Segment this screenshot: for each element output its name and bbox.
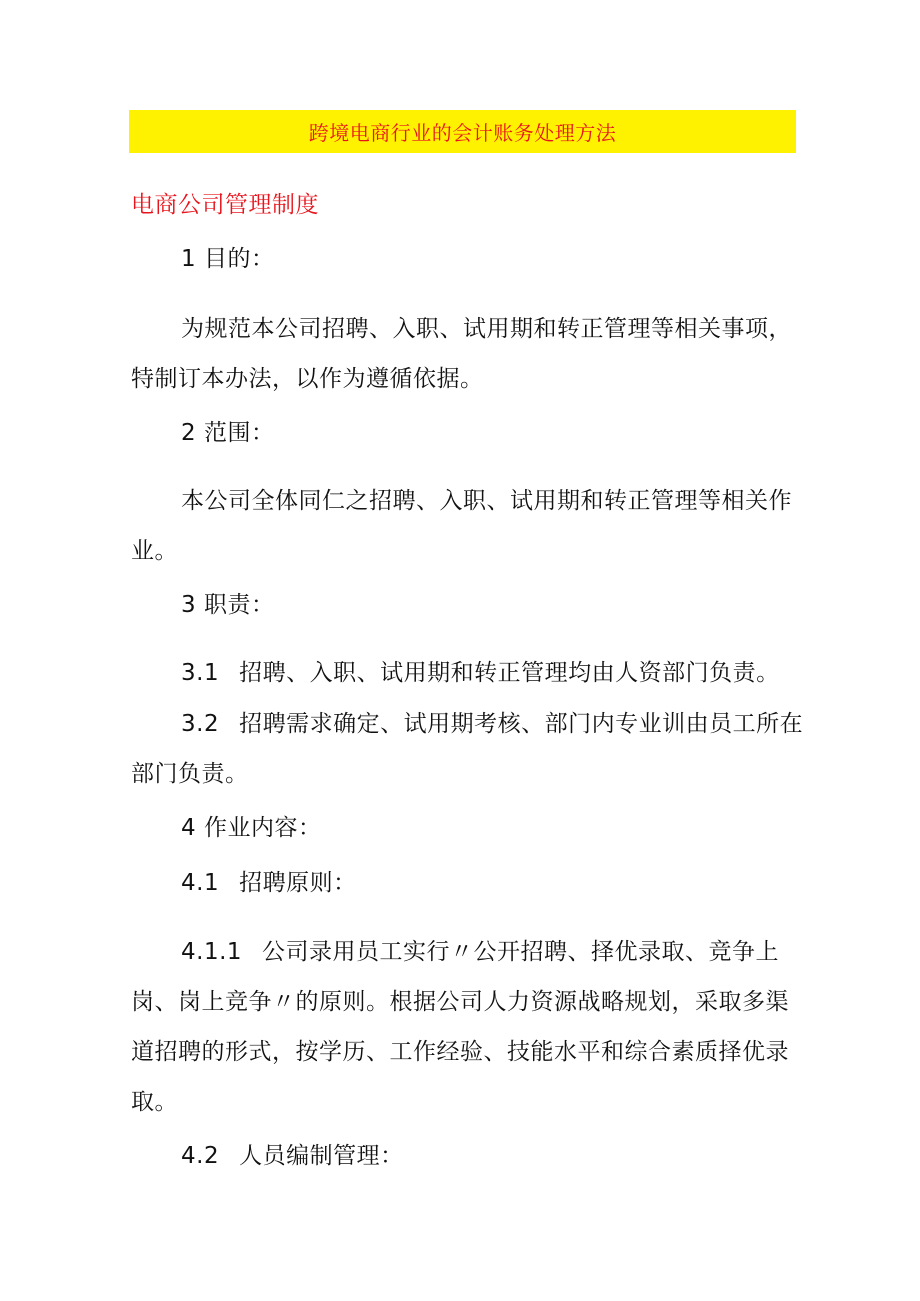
- line-text: 部门负责。: [131, 761, 249, 787]
- paragraph-line: [131, 536, 178, 566]
- paragraph-line: [131, 1087, 178, 1117]
- paragraph-line: [131, 759, 249, 789]
- title-banner: [129, 110, 796, 153]
- line-text: 3 职责：: [181, 592, 275, 618]
- line-text: 招聘原则：: [239, 870, 357, 896]
- paragraph-line: [131, 1037, 789, 1067]
- section-heading: 电商公司管理制度: [131, 192, 319, 218]
- paragraph-line: [181, 813, 321, 843]
- paragraph-line: [181, 486, 792, 516]
- paragraph-line: [131, 987, 789, 1017]
- line-text: 招聘、入职、试用期和转正管理均由人资部门负责。: [239, 660, 780, 686]
- line-text: 取。: [131, 1089, 178, 1115]
- clause-number: 3.1: [181, 660, 220, 686]
- line-text: 4 作业内容：: [181, 815, 322, 841]
- line-text: 道招聘的形式，按学历、工作经验、技能水平和综合素质择优录: [131, 1039, 789, 1065]
- paragraph-line: [181, 244, 274, 274]
- line-text: 2 范围：: [181, 420, 275, 446]
- paragraph-line: [181, 709, 803, 739]
- clause-number: 4.1.1: [181, 939, 243, 965]
- paragraph-line: [181, 314, 792, 344]
- line-text: 特制订本办法，以作为遵循依据。: [131, 366, 484, 392]
- paragraph-line: [181, 1141, 404, 1171]
- clause-number: 4.2: [181, 1143, 220, 1169]
- line-text: 本公司全体同仁之招聘、入职、试用期和转正管理等相关作: [181, 488, 792, 514]
- paragraph-line: [181, 937, 779, 967]
- line-text: 1 目的：: [181, 246, 275, 272]
- paragraph-line: [181, 590, 274, 620]
- paragraph-line: [131, 364, 484, 394]
- paragraph-line: [181, 658, 780, 688]
- line-text: 公司录用员工实行〃公开招聘、择优录取、竞争上: [262, 939, 780, 965]
- line-text: 招聘需求确定、试用期考核、部门内专业训由员工所在: [239, 711, 804, 737]
- document-title: 跨境电商行业的会计账务处理方法: [308, 121, 617, 145]
- paragraph-line: [181, 418, 274, 448]
- clause-number: 3.2: [181, 711, 220, 737]
- clause-number: 4.1: [181, 870, 220, 896]
- line-text: 为规范本公司招聘、入职、试用期和转正管理等相关事项，: [181, 316, 792, 342]
- paragraph-line: [181, 868, 357, 898]
- line-text: 岗、岗上竞争〃的原则。根据公司人力资源战略规划，采取多渠: [131, 989, 789, 1015]
- line-text: 人员编制管理：: [239, 1143, 404, 1169]
- line-text: 业。: [131, 538, 178, 564]
